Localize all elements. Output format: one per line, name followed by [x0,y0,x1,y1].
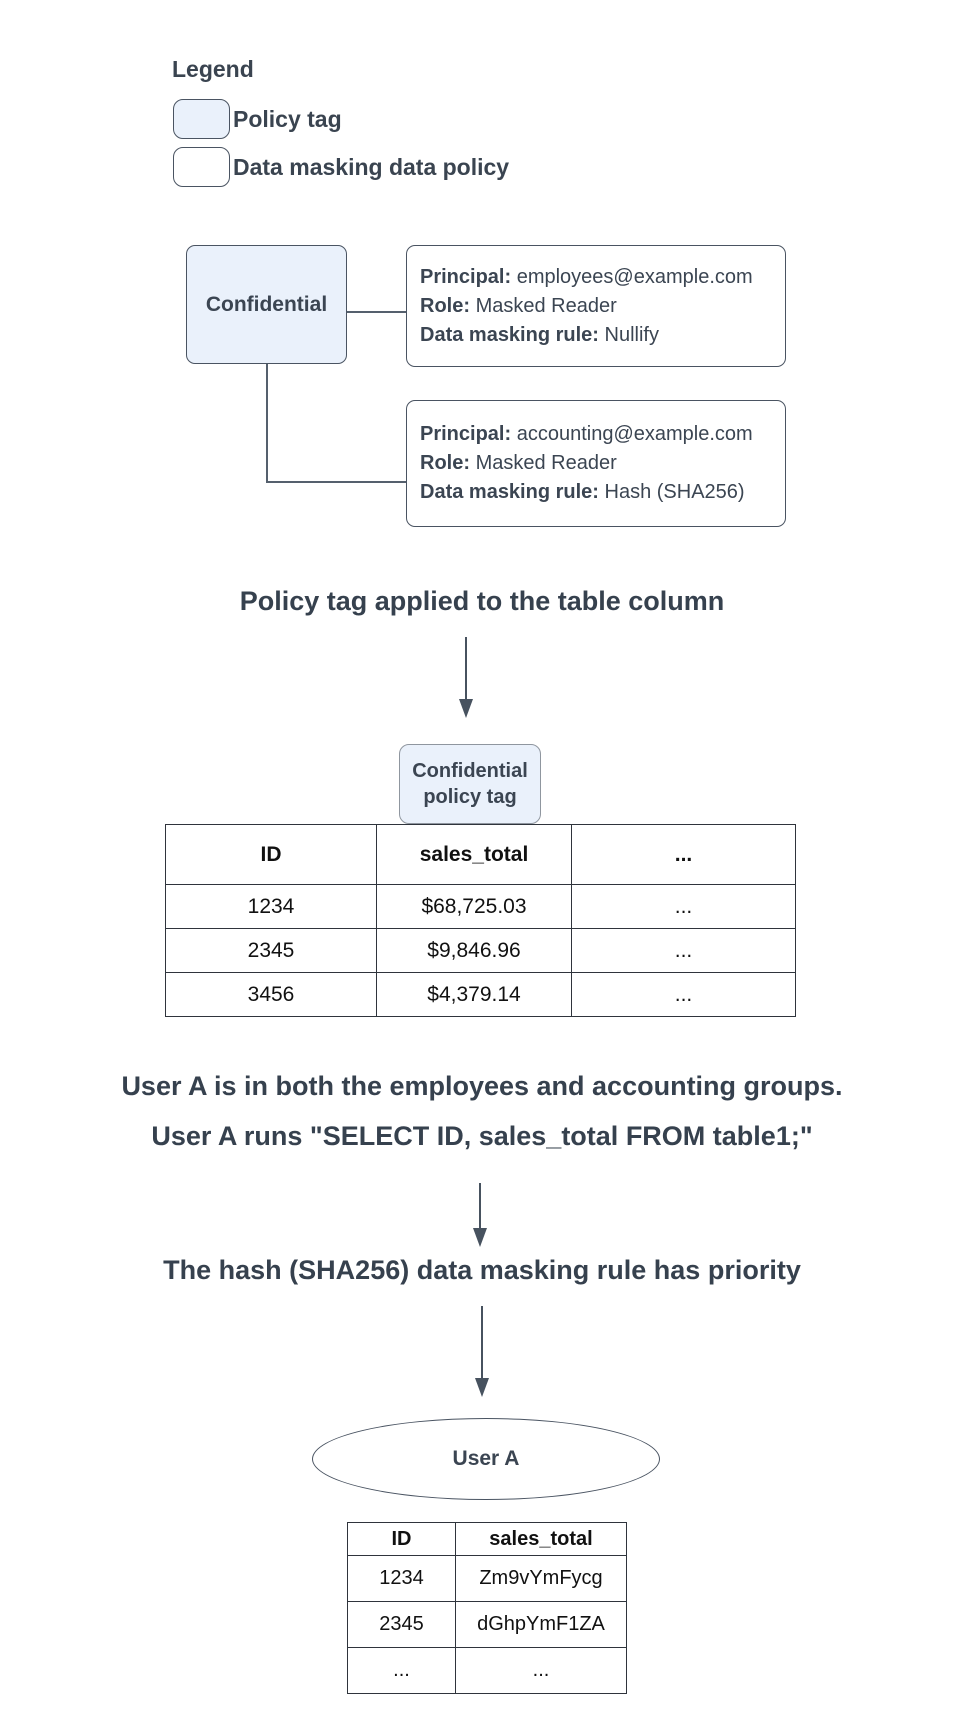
table-cell: ... [572,885,796,929]
role-label: Role: [420,294,470,317]
role-label: Role: [420,452,470,474]
table-row [348,1556,627,1602]
column-header-sales-total: sales_total [456,1523,627,1556]
table-cell: ... [572,929,796,973]
data-policy-box-employees [406,245,786,367]
source-table-wrapper [165,824,796,1017]
policy-line-principal [420,263,785,292]
column-header-sales-total: sales_total [377,825,572,885]
table-cell: ... [572,973,796,1017]
legend-swatch-policy-tag [173,99,230,139]
caption-policy-tag-applied: Policy tag applied to the table column [239,586,725,616]
caption-user-groups-line-1: User A is in both the employees and accounting groups. [121,1071,843,1101]
table-cell: 2345 [348,1602,456,1648]
connector-top [347,311,406,313]
table-row [348,1602,627,1648]
table-cell: 1234 [166,885,377,929]
policy-line-role [420,449,785,478]
caption-user-groups [0,1061,964,1161]
table-cell: $68,725.03 [377,885,572,929]
legend-label-policy-tag: Policy tag [233,105,342,132]
arrow-down-2-line [479,1183,481,1229]
column-header-id: ID [166,825,377,885]
connector-elbow-vertical [266,364,268,482]
source-table-header-row [166,825,796,885]
table-cell: $9,846.96 [377,929,572,973]
table-row [166,929,796,973]
policy-line-role [420,292,785,321]
role-value: Masked Reader [475,452,617,474]
badge-line-2: policy tag [423,786,517,808]
policy-line-principal [420,420,785,449]
rule-value: Hash (SHA256) [604,481,745,503]
role-value: Masked Reader [475,294,617,317]
table-cell: ... [456,1648,627,1694]
user-a-label: User A [452,1447,520,1470]
result-table-header-row [348,1523,627,1556]
table-row [348,1648,627,1694]
result-table [347,1522,627,1694]
arrow-down-1-line [465,637,467,700]
rule-label: Data masking rule: [420,481,599,503]
table-cell: 3456 [166,973,377,1017]
arrow-down-3-head [475,1378,489,1397]
connector-elbow-horizontal [266,481,406,483]
table-cell: 2345 [166,929,377,973]
badge-line-1: Confidential [412,760,528,782]
arrow-down-3-line [481,1306,483,1379]
table-cell: dGhpYmF1ZA [456,1602,627,1648]
data-policy-box-accounting [406,400,786,527]
arrow-down-1-head [459,699,473,718]
arrow-down-2-head [473,1228,487,1247]
legend-label-data-policy: Data masking data policy [233,153,510,180]
policy-line-rule [420,321,785,350]
table-cell: Zm9vYmFycg [456,1556,627,1602]
rule-value: Nullify [604,323,659,346]
table-cell: ... [348,1648,456,1694]
table-cell: $4,379.14 [377,973,572,1017]
user-a-ellipse [312,1418,660,1500]
table-cell: 1234 [348,1556,456,1602]
principal-value: accounting@example.com [516,423,753,445]
table-row [166,973,796,1017]
source-table [165,824,796,1017]
principal-label: Principal: [420,423,512,445]
result-table-wrapper [347,1522,627,1694]
caption-priority: The hash (SHA256) data masking rule has priority [163,1255,801,1285]
table-row [166,885,796,929]
caption-user-groups-line-2: User A runs "SELECT ID, sales_total FROM table1;" [151,1121,813,1151]
rule-label: Data masking rule: [420,323,599,346]
policy-tag-badge [399,744,541,824]
principal-value: employees@example.com [516,265,753,288]
legend-swatch-data-policy [173,147,230,187]
policy-tag-node: Confidential [186,245,347,364]
column-header-ellipsis: ... [572,825,796,885]
policy-line-rule [420,478,785,507]
principal-label: Principal: [420,265,512,288]
legend-title: Legend [172,56,254,82]
column-header-id: ID [348,1523,456,1556]
